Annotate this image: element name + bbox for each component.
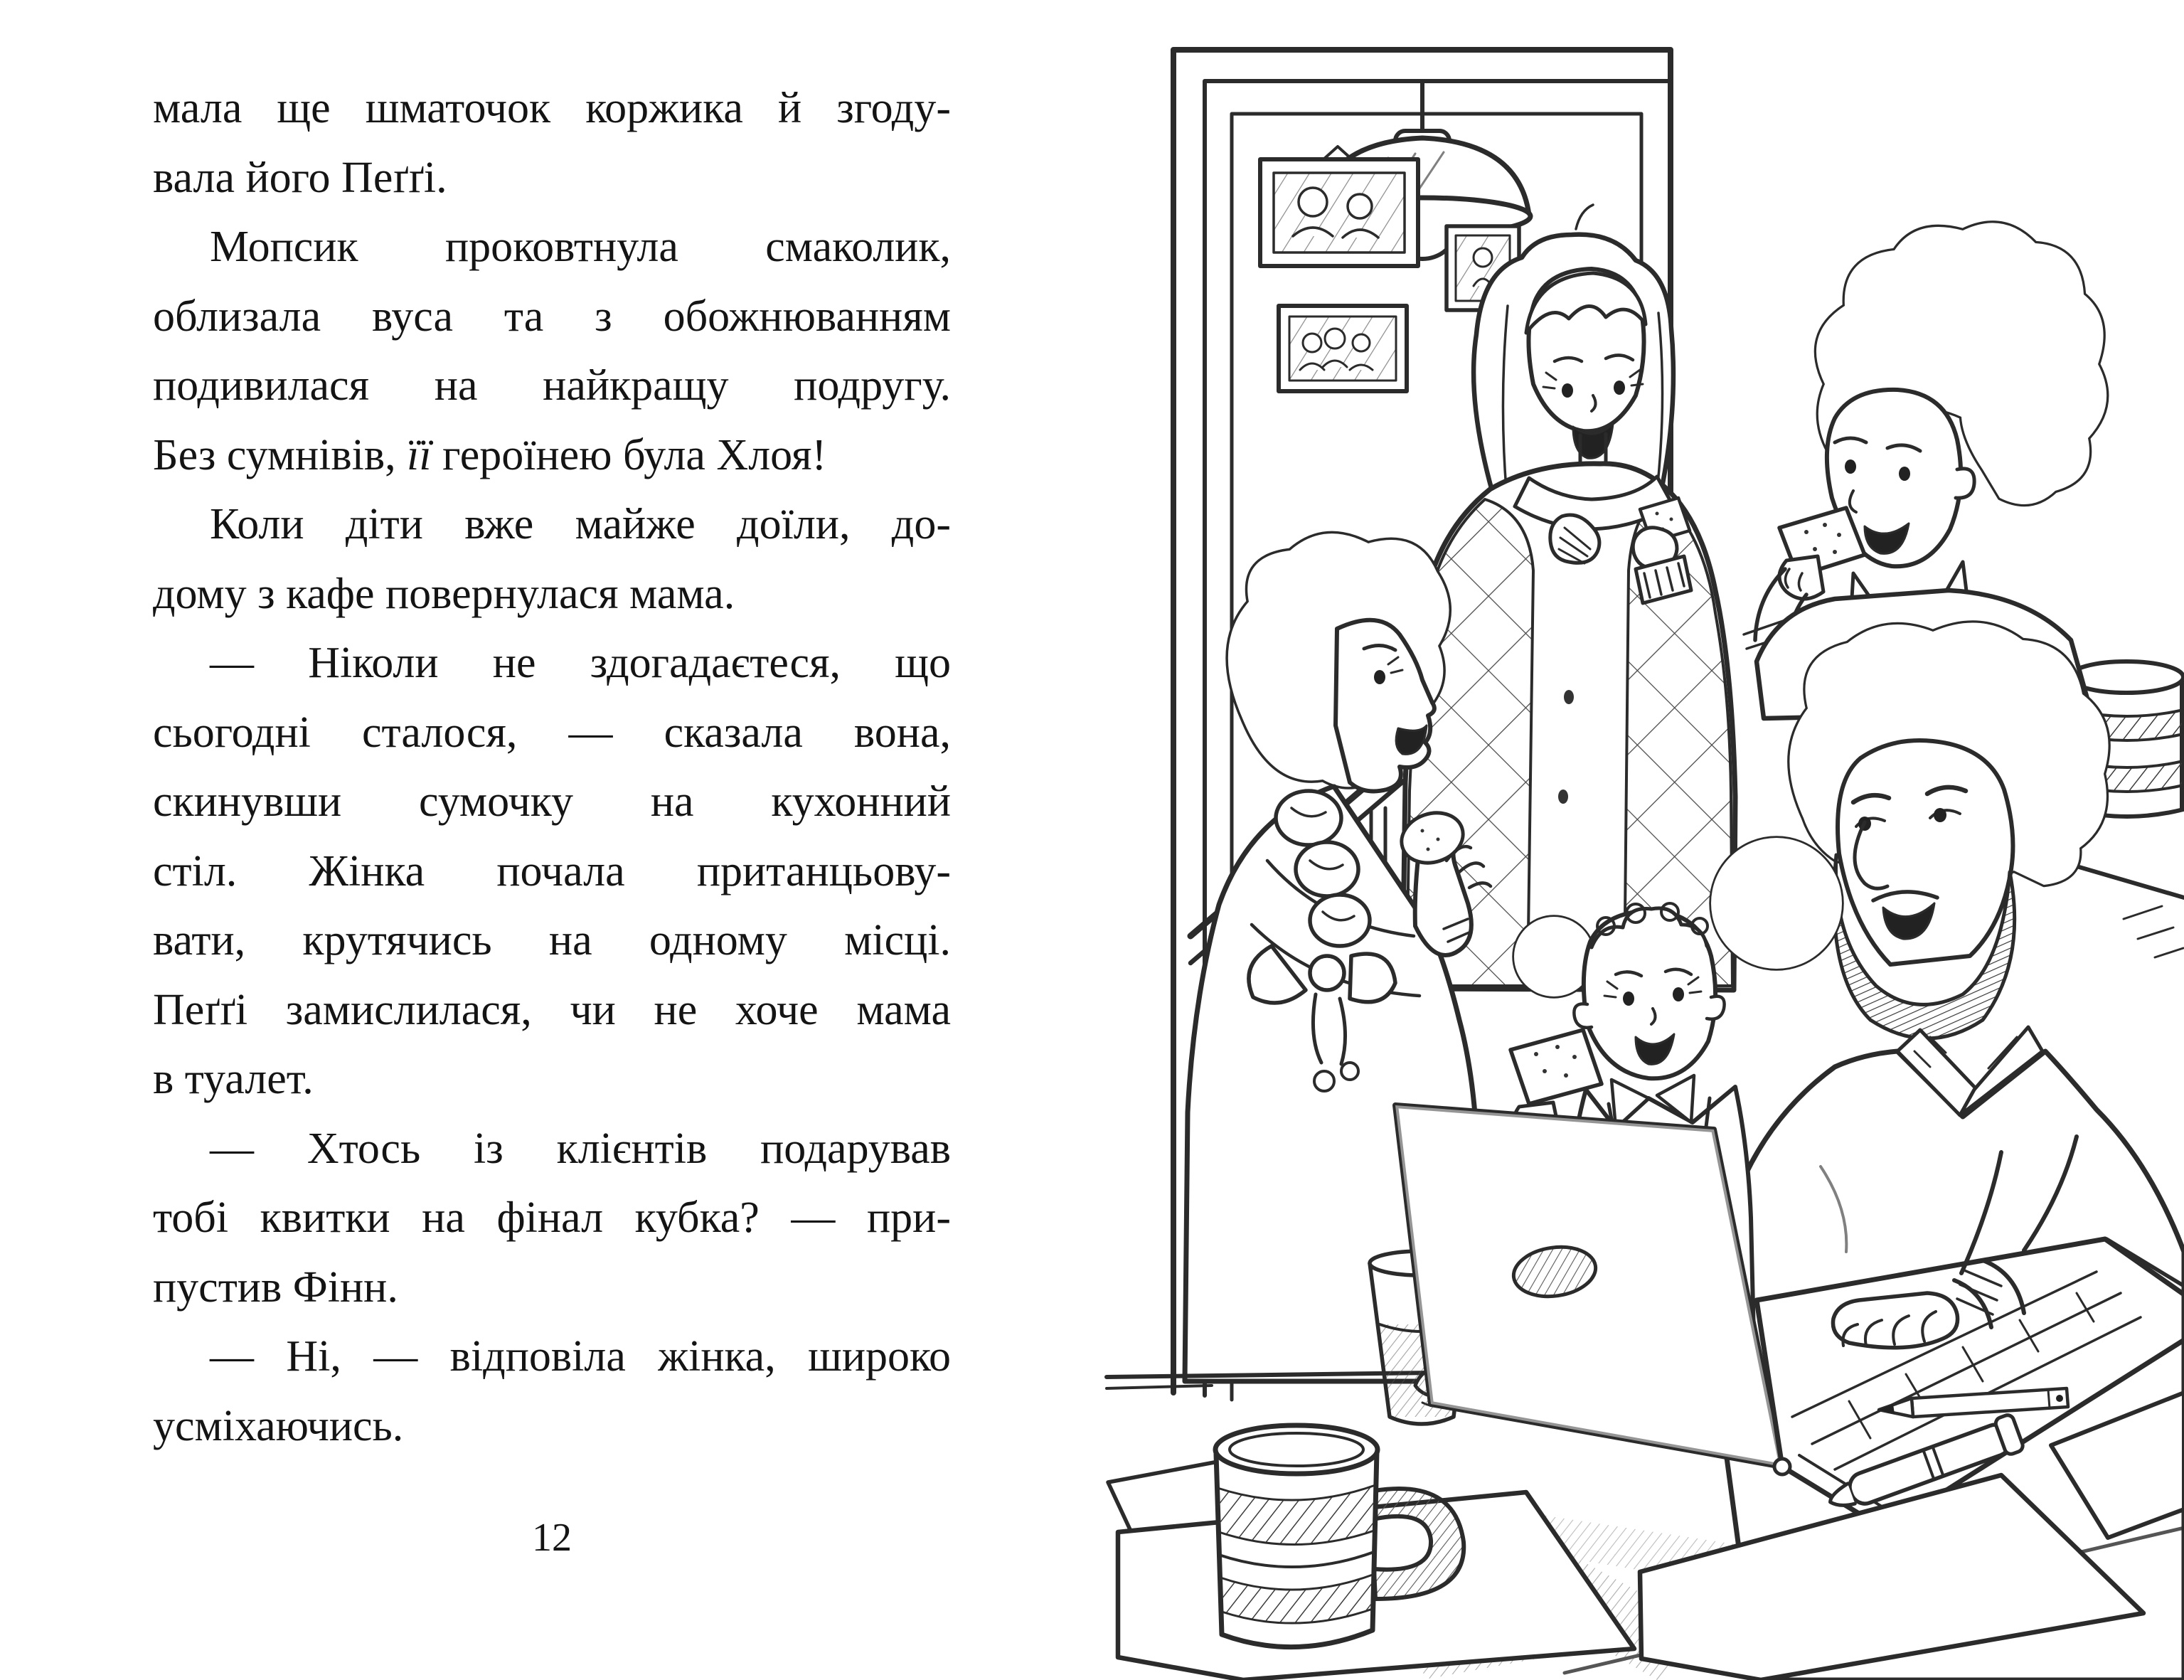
text-line: стіл. Жінка почала пританцьову- bbox=[153, 846, 951, 895]
text-line: сьогодні сталося, — сказала вона, bbox=[153, 708, 951, 757]
text-line: вати, крутячись на одному місці. bbox=[153, 916, 951, 964]
page-number: 12 bbox=[532, 1516, 572, 1560]
text-line: тобі квитки на фінал кубка? — при- bbox=[153, 1193, 951, 1242]
text-line: облизала вуса та з обожнюванням bbox=[153, 292, 951, 341]
text-line: Пеґґі замислилася, чи не хоче мама bbox=[153, 985, 951, 1034]
picture-frame-couple bbox=[1260, 147, 1418, 266]
text-line: Без сумнівів, її героїнею була Хлоя! bbox=[153, 430, 827, 479]
text-line: скинувши сумочку на кухонний bbox=[153, 777, 951, 826]
text-line: пустив Фінн. bbox=[153, 1262, 398, 1312]
text-line: дому з кафе повернулася мама. bbox=[153, 569, 735, 618]
text-line: — Ніколи не здогадаєтеся, що bbox=[210, 639, 951, 687]
text-line: Коли діти вже майже доїли, до- bbox=[210, 500, 951, 548]
text-line: — Хтось із клієнтів подарував bbox=[210, 1124, 951, 1173]
picture-frame-family bbox=[1279, 306, 1407, 391]
text-line: Мопсик проковтнула смаколик, bbox=[210, 223, 951, 271]
text-line: мала ще шматочок коржика й згоду- bbox=[153, 84, 951, 132]
text-line: вала його Пеґґі. bbox=[153, 153, 447, 202]
text-line: усміхаючись. bbox=[153, 1401, 404, 1450]
text-line: — Ні, — відповіла жінка, широко bbox=[210, 1332, 951, 1381]
text-line: в туалет. bbox=[153, 1055, 314, 1103]
text-line: подивилася на найкращу подругу. bbox=[153, 361, 951, 410]
